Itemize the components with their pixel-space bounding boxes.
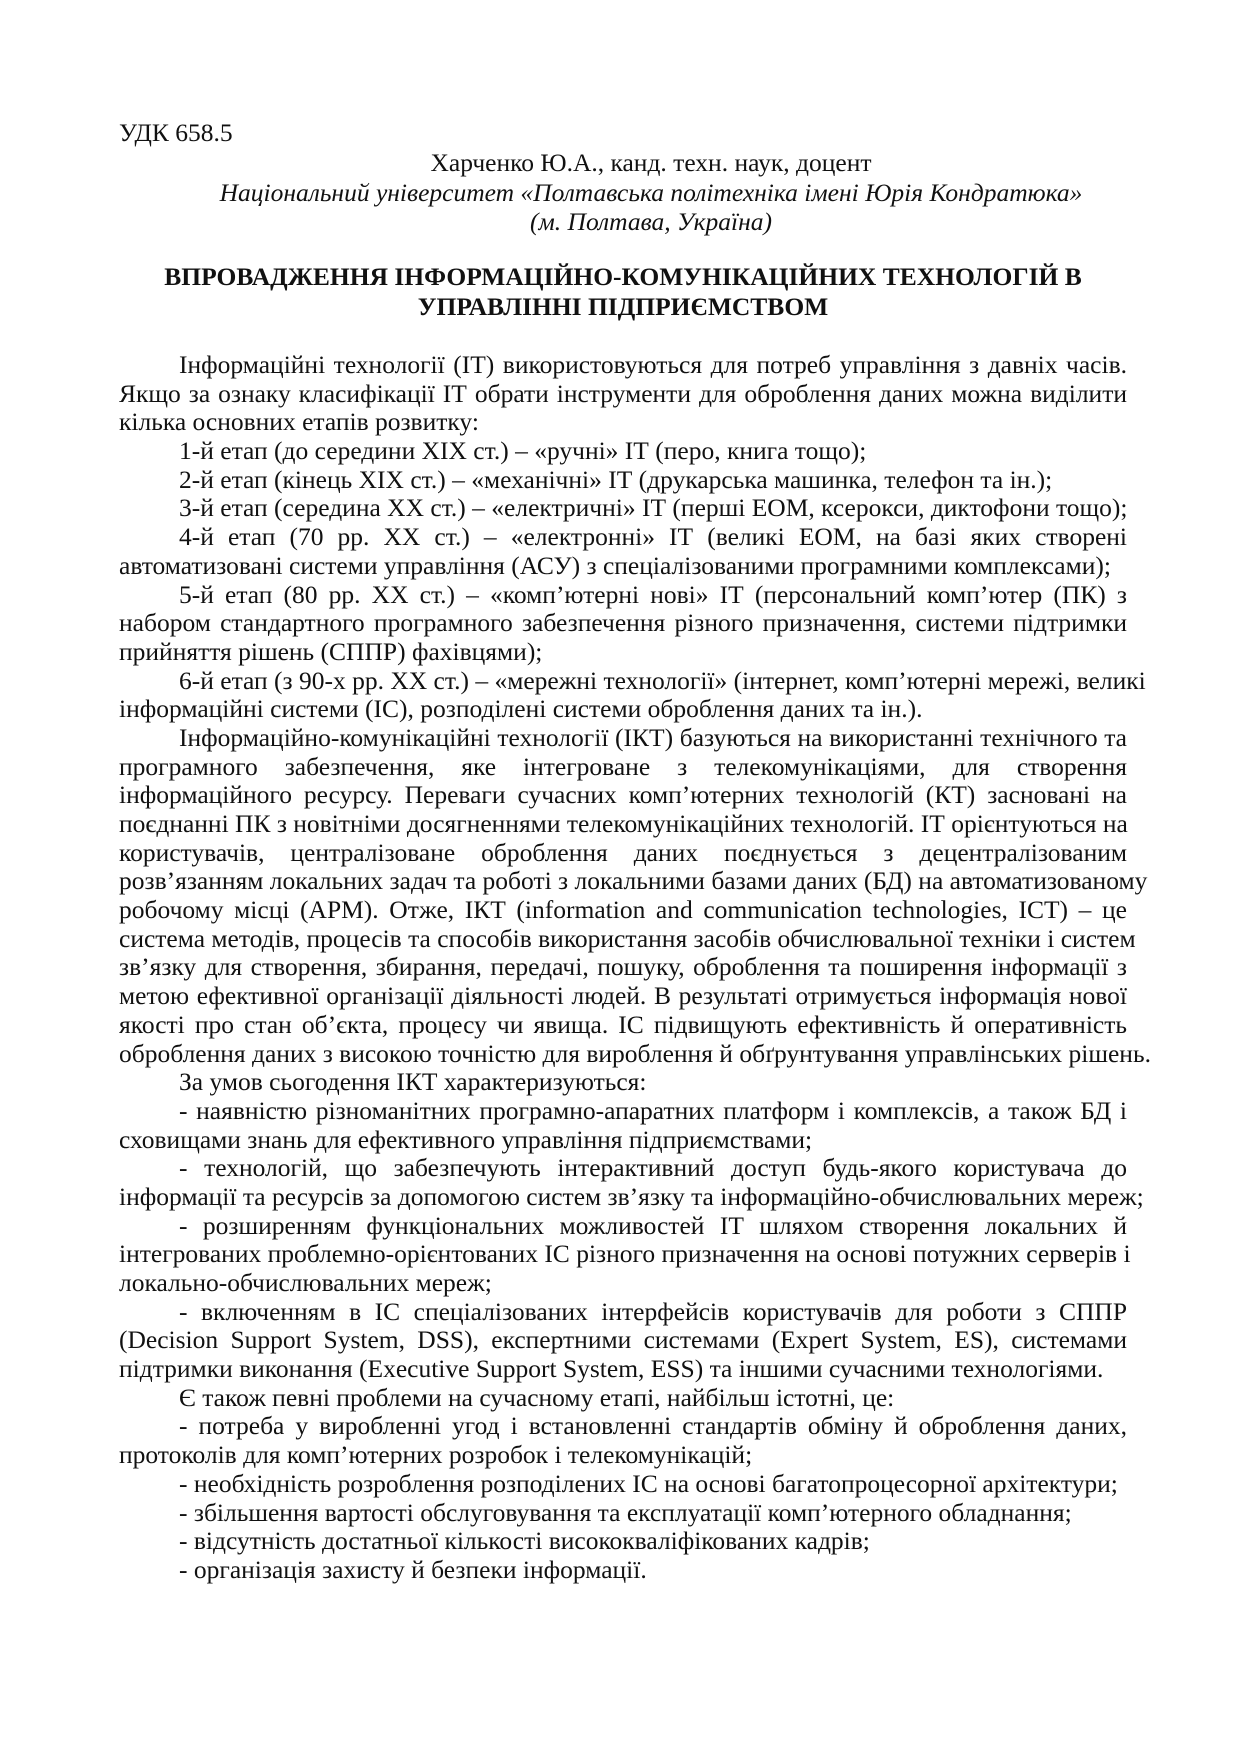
text-line: автоматизовані системи управління (АСУ) з спеціалізованими програмними комплексами); [119,550,1111,580]
paragraph [119,722,1151,1068]
paragraph [119,1068,1127,1097]
paragraph [119,1412,1127,1469]
text-line: - необхідність розроблення розподілених ІС на основі багатопроцесорної архітектури; [179,1468,1118,1498]
text-line: кілька основних етапів розвитку: [119,407,479,437]
paragraph [119,1527,1127,1556]
text-line: система методів, процесів та способів використання засобів обчислювальної техніки і систем [119,923,1136,953]
text-line: 4-й етап (70 рр. ХХ ст.) – «електронні» ІТ (великі ЕОМ, на базі яких створені [179,522,1127,552]
paragraph [119,1097,1127,1154]
paragraph [119,1556,1127,1585]
paragraph [119,1470,1127,1499]
text-line: 1-й етап (до середини ХІХ ст.) – «ручні» ІТ (перо, книга тощо); [179,436,867,466]
text-line: - збільшення вартості обслуговування та експлуатації комп’ютерного обладнання; [179,1497,1072,1527]
affiliation: Національний університет «Полтавська політехніка імені Юрія Кондратюка» [219,178,1083,207]
article-body [119,350,1151,1585]
text-line: Інформаційні технології (ІТ) використовуються для потреб управління з давніх часів. [179,350,1127,379]
text-line: (Decision Support System, DSS), експертними системами (Expert System, ES), системами [119,1325,1127,1355]
text-line: сховищами знань для ефективного управління підприємствами; [119,1124,813,1154]
text-line: робочому місці (АРМ). Отже, ІКТ (information and communication technologies, ICT) – це [119,895,1127,925]
paragraph [119,523,1127,580]
text-line: - потреба у виробленні угод і встановленні стандартів обміну й оброблення даних, [179,1411,1127,1441]
text-line: 6-й етап (з 90-х рр. ХХ ст.) – «мережні технології» (інтернет, комп’ютерні мережі, великі [179,665,1146,695]
article-title-line-1: ВПРОВАДЖЕННЯ ІНФОРМАЦІЙНО-КОМУНІКАЦІЙНИХ ТЕХНОЛОГІЙ В [164,262,1082,291]
paragraph [119,1210,1131,1298]
text-line: набором стандартного програмного забезпечення різного призначення, системи підтримки [119,608,1127,638]
text-line: 5-й етап (80 рр. ХХ ст.) – «комп’ютерні нові» ІТ (персональний комп’ютер (ПК) з [179,579,1127,609]
paragraph [119,437,1127,466]
text-line: - наявністю різноманітних програмно-апаратних платформ і комплексів, а також БД і [179,1095,1127,1125]
text-line: програмного забезпечення, яке інтегроване з телекомунікаціями, для створення [119,751,1127,781]
paragraph [119,494,1127,523]
paragraph [119,1384,1127,1413]
text-line: - технологій, що забезпечують інтерактивний доступ будь-якого користувача до [179,1153,1127,1183]
author-line: Харченко Ю.А., канд. техн. наук, доцент [430,148,872,177]
text-line: - розширенням функціональних можливостей ІТ шляхом створення локальних й [179,1210,1127,1240]
text-line: інформаційного ресурсу. Переваги сучасних комп’ютерних технологій (КТ) засновані на [119,780,1127,810]
city-country: (м. Полтава, Україна) [530,207,772,236]
text-line: поєднанні ПК з новітніми досягненнями телекомунікаційних технологій. ІТ орієнтуються на [119,809,1128,838]
paragraph [119,1298,1127,1384]
text-line: 3-й етап (середина ХХ ст.) – «електричні» ІТ (перші ЕОМ, ксерокси, диктофони тощо); [179,493,1128,523]
text-line: інформаційні системи (ІС), розподілені системи оброблення даних та ін.). [119,694,923,724]
text-line: розв’язанням локальних задач та роботі з локальними базами даних (БД) на автоматизованому [119,866,1148,896]
text-line: За умов сьогодення ІКТ характеризуються: [179,1067,647,1097]
text-line: метою ефективної організації діяльності людей. В результаті отримується інформація нової [119,981,1127,1011]
text-line: протоколів для комп’ютерних розробок і телекомунікацій; [119,1440,753,1470]
text-line: - включенням в ІС спеціалізованих інтерфейсів користувачів для роботи з СППР [179,1296,1127,1326]
text-line: інформації та ресурсів за допомогою систем зв’язку та інформаційно-обчислювальних мереж; [119,1181,1144,1211]
text-line: Інформаційно-комунікаційні технології (ІКТ) базуються на використанні технічного та [179,722,1127,752]
text-line: зв’язку для створення, збирання, передачі, пошуку, оброблення та поширення інформації з [119,952,1127,982]
text-line: оброблення даних з високою точністю для вироблення й обґрунтування управлінських рішень. [119,1038,1151,1068]
text-line: якості про стан об’єкта, процесу чи явища. ІС підвищують ефективність й оперативність [119,1009,1127,1039]
text-line: прийняття рішень (СППР) фахівцями); [119,636,543,666]
article-title-line-2: УПРАВЛІННІ ПІДПРИЄМСТВОМ [417,292,829,321]
text-line: 2-й етап (кінець ХІХ ст.) – «механічні» ІТ (друкарська машинка, телефон та ін.); [179,464,1053,494]
udk-code: УДК 658.5 [119,118,233,147]
paragraph [119,1153,1144,1211]
paragraph [119,1499,1127,1528]
text-line: користувачів, централізоване оброблення даних поєднується з децентралізованим [119,837,1127,867]
text-line: - організація захисту й безпеки інформації. [179,1554,647,1584]
text-line: - відсутність достатньої кількості висококваліфікованих кадрів; [179,1526,870,1556]
paragraph [119,466,1127,495]
paragraph [119,581,1127,667]
text-line: Є також певні проблеми на сучасному етапі, найбільш істотні, це: [179,1382,895,1412]
paragraph [119,351,1127,437]
text-line: інтегрованих проблемно-орієнтованих ІС різного призначення на основі потужних серверів і [119,1239,1131,1269]
text-line: підтримки виконання (Executive Support System, ESS) та іншими сучасними технологіями. [119,1354,1104,1384]
paragraph [119,665,1146,724]
text-line: Якщо за ознаку класифікації ІТ обрати інструменти для оброблення даних можна виділити [119,378,1127,408]
text-line: локально-обчислювальних мереж; [119,1268,492,1297]
